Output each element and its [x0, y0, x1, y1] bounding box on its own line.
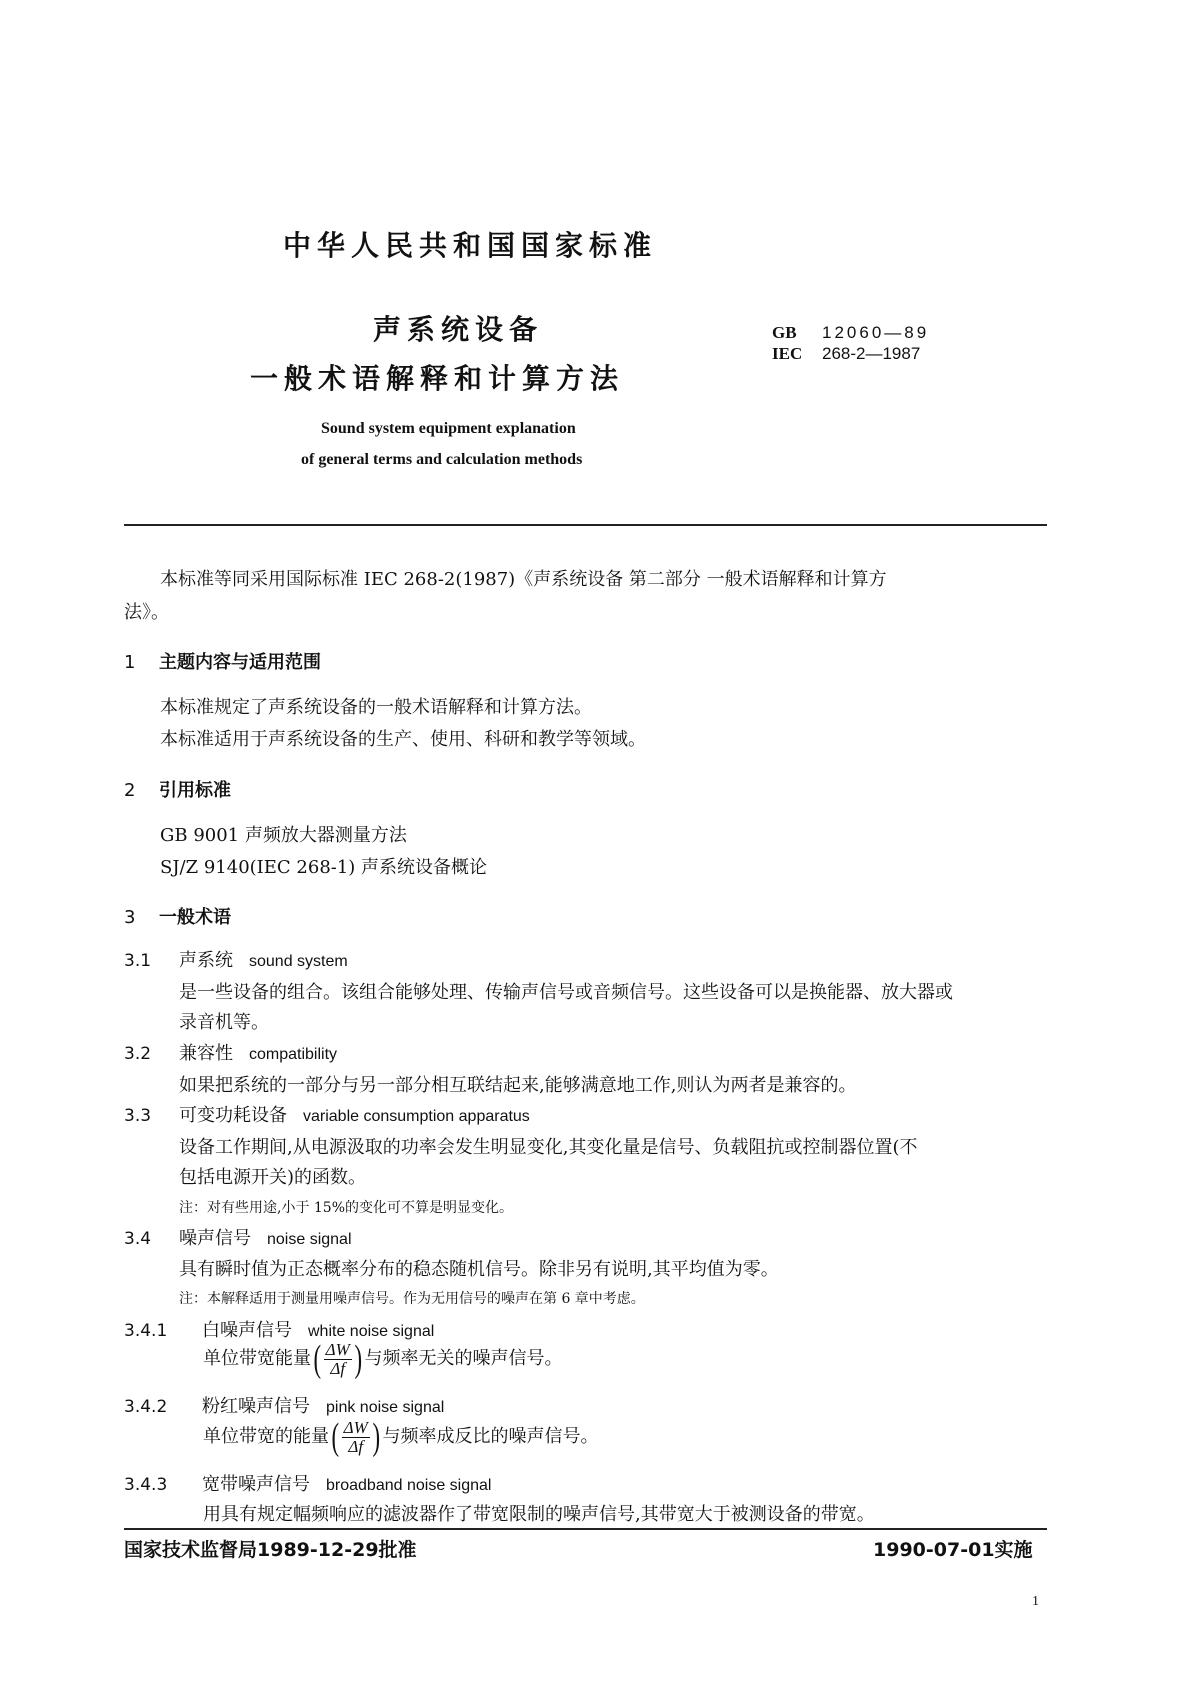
section-2-title: 引用标准: [159, 780, 231, 801]
section-3-number: 3: [124, 907, 136, 928]
term-cn: 声系统: [179, 950, 233, 971]
english-title-line2: of general terms and calculation methods: [301, 451, 583, 468]
footer-divider: [124, 1528, 1047, 1530]
term-number: 3.3: [124, 1106, 152, 1126]
reference-1: GB 9001 声频放大器测量方法: [160, 825, 407, 846]
term-number: 3.1: [124, 951, 152, 971]
term-cn: 宽带噪声信号: [202, 1474, 310, 1495]
term-cn: 噪声信号: [179, 1228, 251, 1249]
org-title: 中华人民共和国国家标准: [283, 229, 658, 262]
document-title-line1: 声系统设备: [373, 313, 544, 346]
term-3-4-3-def1: 用具有规定幅频响应的滤波器作了带宽限制的噪声信号,其带宽大于被测设备的带宽。: [203, 1504, 875, 1525]
section-1-title: 主题内容与适用范围: [159, 652, 321, 673]
term-3-3-def1: 设备工作期间,从电源汲取的功率会发生明显变化,其变化量是信号、负载阻抗或控制器位置(不: [179, 1137, 918, 1158]
section-3-heading: [124, 903, 231, 929]
gb-number: 12060—89: [822, 323, 930, 342]
iec-code: [772, 344, 920, 364]
gb-code: [772, 323, 929, 343]
approval-date: 国家技术监督局1989-12-29批准: [124, 1539, 417, 1561]
iec-number: 268-2—1987: [822, 344, 921, 363]
term-3-4-2-def: [203, 1418, 598, 1456]
section-2-number: 2: [124, 780, 136, 801]
energy-per-bandwidth-formula: ( $\frac{\Delta W}{\Delta f}$ ): [313, 1338, 362, 1380]
intro-line1: 本标准等同采用国际标准 IEC 268-2(1987)《声系统设备 第二部分 一般术语解释和计算方: [160, 569, 887, 590]
def-suffix: 与频率无关的噪声信号。: [364, 1348, 563, 1369]
energy-per-bandwidth-formula: ( $\frac{\Delta W}{\Delta f}$ ): [331, 1416, 380, 1458]
term-en: compatibility: [249, 1046, 338, 1063]
term-number: 3.4.2: [124, 1397, 168, 1417]
english-title-line1: Sound system equipment explanation: [321, 420, 576, 437]
section-1-para2: 本标准适用于声系统设备的生产、使用、科研和教学等领域。: [160, 729, 646, 750]
section-1-heading: [124, 648, 321, 674]
document-title-line2: 一般术语解释和计算方法: [250, 362, 625, 395]
term-3-4-note: 注：本解释适用于测量用噪声信号。作为无用信号的噪声在第 6 章中考虑。: [179, 1291, 645, 1307]
term-3-1-def2: 录音机等。: [179, 1012, 269, 1033]
term-cn: 兼容性: [179, 1043, 233, 1064]
header-divider: [124, 524, 1047, 526]
gb-label: GB: [772, 323, 797, 342]
term-3-3: [124, 1101, 530, 1127]
term-3-3-def2: 包括电源开关)的函数。: [179, 1167, 367, 1188]
formula-numerator: ΔW: [325, 1339, 350, 1359]
formula-numerator: ΔW: [343, 1417, 368, 1437]
term-3-2: [124, 1039, 337, 1065]
term-en: noise signal: [267, 1231, 352, 1248]
intro-line2: 法》。: [124, 602, 169, 623]
term-3-4-1-def: [203, 1340, 562, 1378]
effective-date: 1990-07-01实施: [873, 1539, 1033, 1561]
def-suffix: 与频率成反比的噪声信号。: [382, 1426, 599, 1447]
term-cn: 可变功耗设备: [179, 1105, 287, 1126]
term-number: 3.4.1: [124, 1321, 168, 1341]
section-3-title: 一般术语: [159, 907, 231, 928]
term-en: broadband noise signal: [326, 1477, 492, 1494]
term-3-4: [124, 1224, 352, 1250]
term-number: 3.4.3: [124, 1475, 168, 1495]
term-3-1-def1: 是一些设备的组合。该组合能够处理、传输声信号或音频信号。这些设备可以是换能器、放大器或: [179, 982, 953, 1003]
def-prefix: 单位带宽的能量: [203, 1426, 329, 1447]
term-3-4-1: [124, 1316, 434, 1342]
iec-label: IEC: [772, 344, 803, 363]
term-cn: 粉红噪声信号: [202, 1396, 310, 1417]
term-3-4-2: [124, 1392, 444, 1418]
term-3-3-note: 注：对有些用途,小于 15%的变化可不算是明显变化。: [179, 1200, 514, 1216]
formula-denominator: Δf: [348, 1436, 364, 1456]
formula-denominator: Δf: [330, 1358, 346, 1378]
page-number: 1: [1032, 1594, 1039, 1609]
term-3-4-3: [124, 1470, 491, 1496]
def-prefix: 单位带宽能量: [203, 1348, 311, 1369]
reference-2: SJ/Z 9140(IEC 268-1) 声系统设备概论: [160, 857, 488, 878]
section-1-number: 1: [124, 652, 136, 673]
term-3-4-def1: 具有瞬时值为正态概率分布的稳态随机信号。除非另有说明,其平均值为零。: [179, 1259, 779, 1280]
section-1-para1: 本标准规定了声系统设备的一般术语解释和计算方法。: [160, 697, 592, 718]
term-3-2-def1: 如果把系统的一部分与另一部分相互联结起来,能够满意地工作,则认为两者是兼容的。: [179, 1075, 857, 1096]
term-3-1: [124, 946, 348, 972]
section-2-heading: [124, 776, 231, 802]
term-en: pink noise signal: [326, 1399, 445, 1416]
term-en: white noise signal: [308, 1323, 435, 1340]
term-en: variable consumption apparatus: [303, 1108, 530, 1125]
term-number: 3.4: [124, 1229, 152, 1249]
term-en: sound system: [249, 953, 348, 970]
term-number: 3.2: [124, 1044, 152, 1064]
term-cn: 白噪声信号: [202, 1320, 292, 1341]
